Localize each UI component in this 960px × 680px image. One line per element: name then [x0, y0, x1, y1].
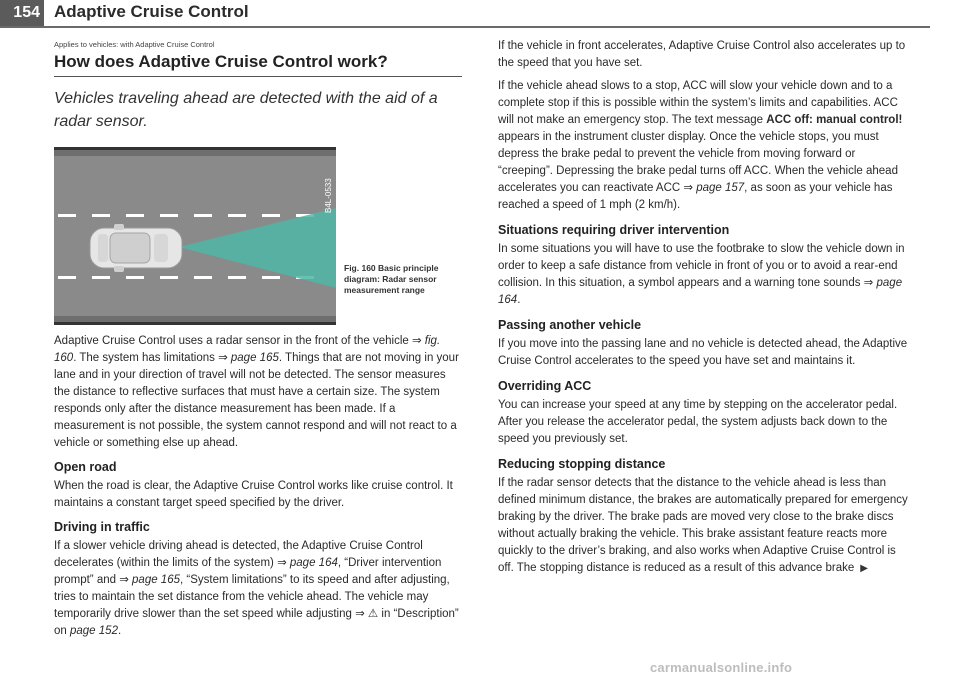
open-road-text: When the road is clear, the Adaptive Cruise Control works like cruise control. It maintains a constant target speed specified by the driver. — [54, 480, 453, 509]
page-number: 154 — [0, 0, 44, 26]
applies-to-note: Applies to vehicles: with Adaptive Cruise Control — [54, 40, 215, 49]
page-ref-152[interactable]: page 152 — [70, 625, 118, 637]
radar-diagram — [54, 147, 336, 325]
overriding-text: You can increase your speed at any time by stepping on the accelerator pedal. After you release the accelerator pedal, the system adjusts back down to the speed you previously set. — [498, 399, 898, 445]
figure-160 — [54, 147, 464, 323]
road-edge-bottom — [54, 316, 336, 322]
figure-code: B4L-0533 — [324, 178, 333, 213]
header-rule — [0, 26, 930, 28]
road-edge-top — [54, 150, 336, 156]
page-ref-157[interactable]: ⇒ page 157 — [683, 182, 745, 194]
warning-ref[interactable]: ⇒ ⚠ — [355, 608, 379, 620]
section-title: How does Adaptive Cruise Control work? — [54, 52, 462, 77]
radar-diagram-svg — [54, 150, 336, 322]
page-ref-164b[interactable]: ⇒ page 164 — [498, 277, 903, 306]
heading-driving-in-traffic: Driving in traffic — [54, 520, 150, 534]
accelerate-text: If the vehicle in front accelerates, Adaptive Cruise Control also accelerates up to the speed that you have set. — [498, 40, 906, 69]
page-ref-165b[interactable]: ⇒ page 165 — [119, 574, 180, 586]
acc-off-message: ACC off: manual control! — [766, 114, 903, 126]
continue-arrow-icon[interactable]: ▶ — [860, 563, 868, 574]
heading-reducing-stopping: Reducing stopping distance — [498, 457, 666, 471]
car-icon — [90, 224, 182, 272]
reducing-stopping-text: If the radar sensor detects that the distance to the vehicle ahead is less than defined minimum distance, the brakes are automatically prepared for emergency braking by the driver. The brake pads are moved very close to the brake discs without actually braking the vehicle. This brake assistant feature reacts more quickly to the driver’s braking, and also works when Adaptive Cruise Control is off. The stopping distance is reduced as a result of this advance brake ▶ — [498, 475, 910, 577]
heading-overriding: Overriding ACC — [498, 379, 592, 393]
left-column — [54, 40, 464, 646]
chapter-title: Adaptive Cruise Control — [54, 2, 249, 21]
heading-open-road: Open road — [54, 460, 117, 474]
intro-paragraph: Adaptive Cruise Control uses a radar sensor in the front of the vehicle ⇒ fig. 160. The system has limitations ⇒ page 165. Things that are not moving in your lane and in your direction of travel will not be detected. The sensor measures the distance to reflective surfaces that must have a certain size. The system responds only after the distance measurement has been made. If a measurement is not possible, the system cannot respond and will not react to a vehicle or something else up ahead. — [54, 335, 459, 449]
page-ref-165[interactable]: ⇒ page 165 — [218, 352, 279, 364]
slow-to-stop-text: If the vehicle ahead slows to a stop, ACC will slow your vehicle down and to a complete stop if this is possible within the system’s limits and capabilities. ACC will not make an emergency stop. The text message ACC off: manual control! appears in the instrument cluster display. Once the vehicle stops, you must depress the brake pedal to prevent the vehicle from moving forward or “creeping”. Depressing the brake pedal turns off ACC. When the vehicle ahead accelerates you can reactivate ACC ⇒ page 157, as soon as your vehicle has reached a speed of 1 mph (2 km/h). — [498, 80, 903, 211]
driver-intervention-text: In some situations you will have to use the footbrake to slow the vehicle down in order to keep a safe distance from vehicle in front of you or to avoid a rear-end collision. In this situation, a symbol appears and a warning tone sounds ⇒ page 164. — [498, 243, 905, 306]
watermark: carmanualsonline.info — [650, 660, 793, 675]
page-ref-164[interactable]: ⇒ page 164 — [277, 557, 338, 569]
fig-ref[interactable]: ⇒ fig. 160 — [54, 335, 441, 364]
heading-passing: Passing another vehicle — [498, 318, 642, 332]
figure-caption: Fig. 160 Basic principle diagram: Radar sensor measurement range — [344, 263, 439, 295]
heading-driver-intervention: Situations requiring driver intervention — [498, 223, 730, 237]
page-header — [0, 0, 960, 26]
driving-in-traffic-text: If a slower vehicle driving ahead is detected, the Adaptive Cruise Control decelerates (within the limits of the system) ⇒ page 164, “Driver intervention prompt” and ⇒ page 165, “System limitations” to its speed and after adjusting, tries to maintain the set distance from the vehicle ahead. The vehicle may temporarily drive slower than the set speed while adjusting ⇒ ⚠ in “Description” on page 152. — [54, 540, 459, 637]
right-column — [498, 38, 910, 583]
lead-text: Vehicles traveling ahead are detected with the aid of a radar sensor. — [54, 90, 438, 130]
passing-text: If you move into the passing lane and no vehicle is detected ahead, the Adaptive Cruise Control accelerates to the speed you have set and maintains it. — [498, 338, 908, 367]
